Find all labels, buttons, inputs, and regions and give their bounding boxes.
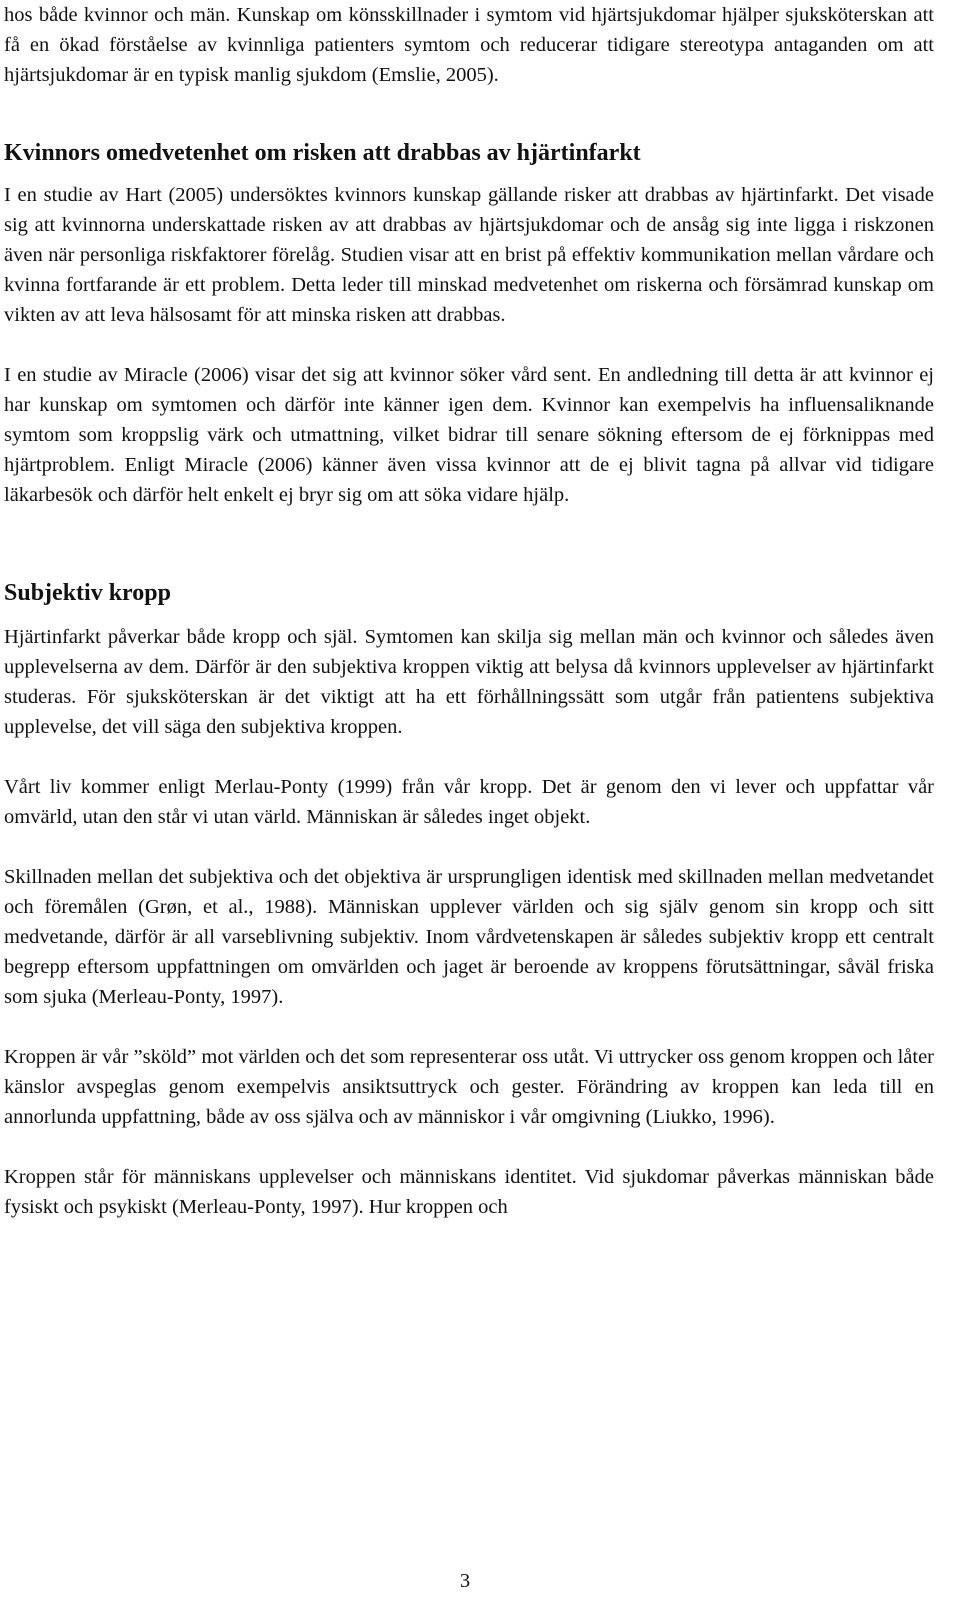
- body-paragraph: Kroppen är vår ”sköld” mot världen och det som representerar oss utåt. Vi uttrycker oss genom kroppen och låter känslor avspeglas genom exempelvis ansiktsuttryck och gester. Förändring av kroppen kan leda till en annorlunda uppfattning, både av oss själva och av människor i vår omgivning (Liukko, 1996).: [4, 1046, 934, 1128]
- body-paragraph: I en studie av Miracle (2006) visar det sig att kvinnor söker vård sent. En andledning till detta är att kvinnor ej har kunskap om symtomen och därför inte känner igen dem. Kvinnor kan exempelvis ha influensaliknande symtom som kroppslig värk och utmattning, vilket bidrar till senare sökning eftersom de ej förknippas med hjärtproblem. Enligt Miracle (2006) känner även vissa kvinnor att de ej blivit tagna på allvar vid tidigare läkarbesök och därför helt enkelt ej bryr sig om att söka vidare hjälp.: [4, 364, 934, 506]
- body-paragraph: Kroppen står för människans upplevelser och människans identitet. Vid sjukdomar påverkas människan både fysiskt och psykiskt (Merleau-Ponty, 1997). Hur kroppen och: [4, 1166, 934, 1218]
- page-number: 3: [459, 1570, 471, 1592]
- body-paragraph: Hjärtinfarkt påverkar både kropp och själ. Symtomen kan skilja sig mellan män och kvinnor och således även upplevelserna av dem. Därför är den subjektiva kroppen viktig att belysa då kvinnors upplevelser av hjärtinfarkt studeras. För sjuksköterskan är det viktigt att ha ett förhållningssätt som utgår från patientens subjektiva upplevelse, det vill säga den subjektiva kroppen.: [4, 626, 934, 738]
- body-paragraph: Vårt liv kommer enligt Merlau-Ponty (1999) från vår kropp. Det är genom den vi lever och uppfattar vår omvärld, utan den står vi utan värld. Människan är således inget objekt.: [4, 776, 934, 828]
- body-paragraph: Skillnaden mellan det subjektiva och det objektiva är ursprungligen identisk med skillnaden mellan medvetandet och föremålen (Grøn, et al., 1988). Människan upplever världen och sig själv genom sin kropp och sitt medvetande, därför är all varseblivning subjektiv. Inom vårdvetenskapen är således subjektiv kropp ett centralt begrepp eftersom uppfattningen om omvärlden och jaget är beroende av kroppens förutsättningar, såväl friska som sjuka (Merleau-Ponty, 1997).: [4, 866, 934, 1008]
- section-heading: Kvinnors omedvetenhet om risken att drabbas av hjärtinfarkt: [4, 140, 641, 166]
- section-heading: Subjektiv kropp: [4, 580, 171, 606]
- document-page: [4, 0, 934, 1222]
- body-paragraph: hos både kvinnor och män. Kunskap om könsskillnader i symtom vid hjärtsjukdomar hjälper sjuksköterskan att få en ökad förståelse av kvinnliga patienters symtom och reducerar tidigare stereotypa antaganden om att hjärtsjukdomar är en typisk manlig sjukdom (Emslie, 2005).: [4, 4, 934, 86]
- body-paragraph: I en studie av Hart (2005) undersöktes kvinnors kunskap gällande risker att drabbas av hjärtinfarkt. Det visade sig att kvinnorna underskattade risken av att drabbas av hjärtsjukdomar och de ansåg sig inte ligga i riskzonen även när personliga riskfaktorer förelåg. Studien visar att en brist på effektiv kommunikation mellan vårdare och kvinna fortfarande är ett problem. Detta leder till minskad medvetenhet om riskerna och försämrad kunskap om vikten av att leva hälsosamt för att minska risken att drabbas.: [4, 184, 934, 326]
